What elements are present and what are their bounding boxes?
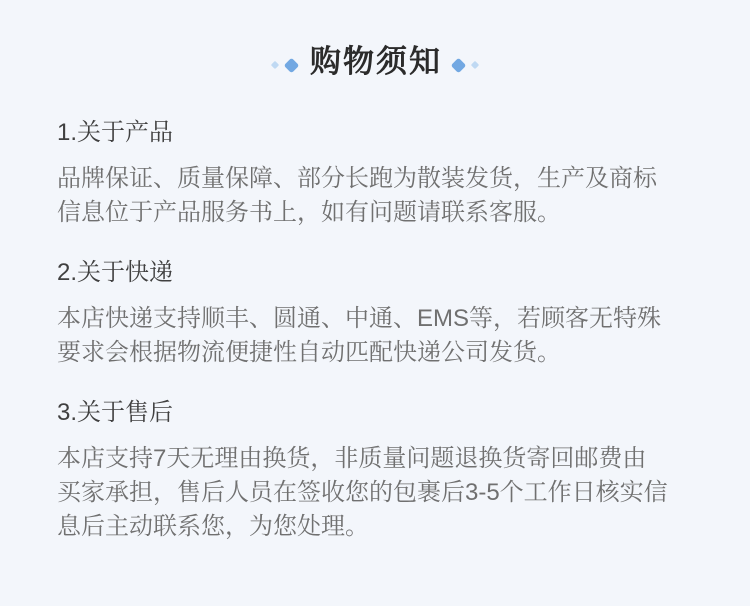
body-line: 信息位于产品服务书上，如有问题请联系客服。	[57, 199, 561, 226]
body-line: 息后主动联系您，为您处理。	[57, 513, 369, 540]
diamond-small-right-icon	[471, 61, 479, 69]
diamond-large-right-icon	[451, 57, 467, 73]
section-heading: 1.关于产品	[57, 119, 174, 146]
section-body	[57, 302, 693, 370]
section-body	[57, 442, 693, 544]
body-line: 本店快递支持顺丰、圆通、中通、EMS等，若顾客无特殊	[57, 305, 662, 332]
section-body	[57, 162, 693, 230]
body-line: 要求会根据物流便捷性自动匹配快递公司发货。	[57, 339, 561, 366]
section-about-product	[57, 116, 693, 230]
diamond-small-left-icon	[271, 61, 279, 69]
section-heading: 3.关于售后	[57, 399, 174, 426]
section-heading: 2.关于快递	[57, 259, 174, 286]
section-about-shipping	[57, 256, 693, 370]
diamond-large-left-icon	[284, 57, 300, 73]
body-line: 本店支持7天无理由换货，非质量问题退换货寄回邮费由	[57, 445, 647, 472]
body-line: 买家承担，售后人员在签收您的包裹后3-5个工作日核实信	[57, 479, 668, 506]
body-line: 品牌保证、质量保障、部分长跑为散装发货，生产及商标	[57, 165, 657, 192]
page-title: 购物须知	[310, 44, 442, 79]
page-title-row	[57, 42, 693, 82]
section-about-aftersales	[57, 396, 693, 544]
